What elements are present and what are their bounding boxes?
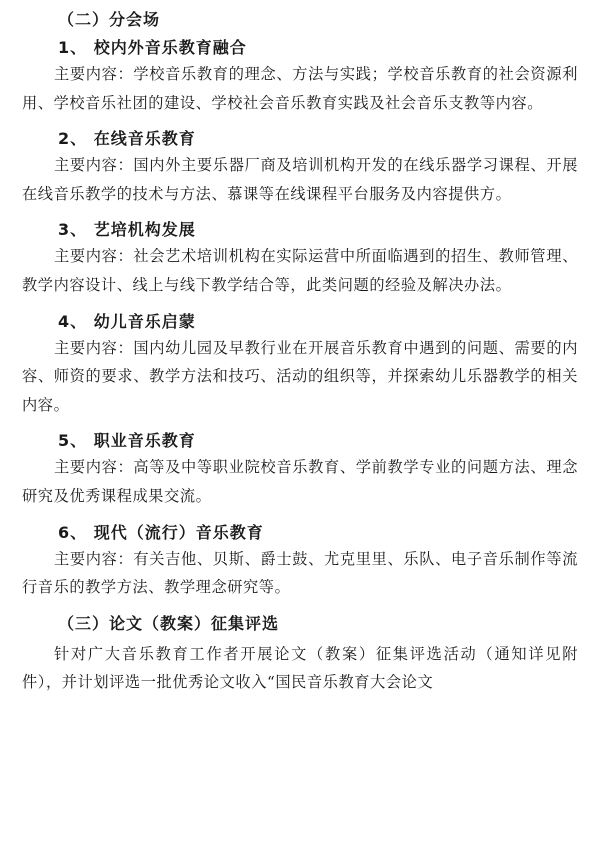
subsection-heading-2: 2、 在线音乐教育: [58, 129, 196, 149]
section-heading-2: （二）分会场: [58, 10, 161, 29]
subsection-heading-4: 4、 幼儿音乐启蒙: [58, 311, 196, 331]
subsection-body-5: 主要内容：高等及中等职业院校音乐教育、学前教学专业的问题方法、理念研究及优秀课程成果交流。: [22, 458, 578, 505]
section-heading-3: （三）论文（教案）征集评选: [58, 613, 280, 633]
subsection-body-3: 主要内容：社会艺术培训机构在实际运营中所面临遇到的招生、教师管理、教学内容设计、线上与线下教学结合等，此类问题的经验及解决办法。: [22, 247, 578, 294]
subsection-body-4: 主要内容：国内幼儿园及早教行业在开展音乐教育中遇到的问题、需要的内容、师资的要求、教学方法和技巧、活动的组织等，并探索幼儿乐器教学的相关内容。: [22, 338, 578, 414]
subsection-heading-1: 1、 校内外音乐教育融合: [58, 38, 247, 57]
subsection-heading-5: 5、 职业音乐教育: [58, 431, 196, 451]
section-body-3: 针对广大音乐教育工作者开展论文（教案）征集评选活动（通知详见附件），并计划评选一批优秀论文收入“国民音乐教育大会论文: [22, 644, 578, 692]
subsection-body-6: 主要内容：有关吉他、贝斯、爵士鼓、尤克里里、乐队、电子音乐制作等流行音乐的教学方法、教学理念研究等。: [22, 549, 578, 597]
subsection-heading-6: 6、 现代（流行）音乐教育: [58, 522, 264, 542]
subsection-body-2: 主要内容：国内外主要乐器厂商及培训机构开发的在线乐器学习课程、开展在线音乐教学的技术与方法、慕课等在线课程平台服务及内容提供方。: [22, 156, 578, 203]
subsection-heading-3: 3、 艺培机构发展: [58, 220, 196, 240]
subsection-body-1: 主要内容：学校音乐教育的理念、方法与实践；学校音乐教育的社会资源利用、学校音乐社团的建设、学校社会音乐教育实践及社会音乐支教等内容。: [22, 65, 578, 112]
